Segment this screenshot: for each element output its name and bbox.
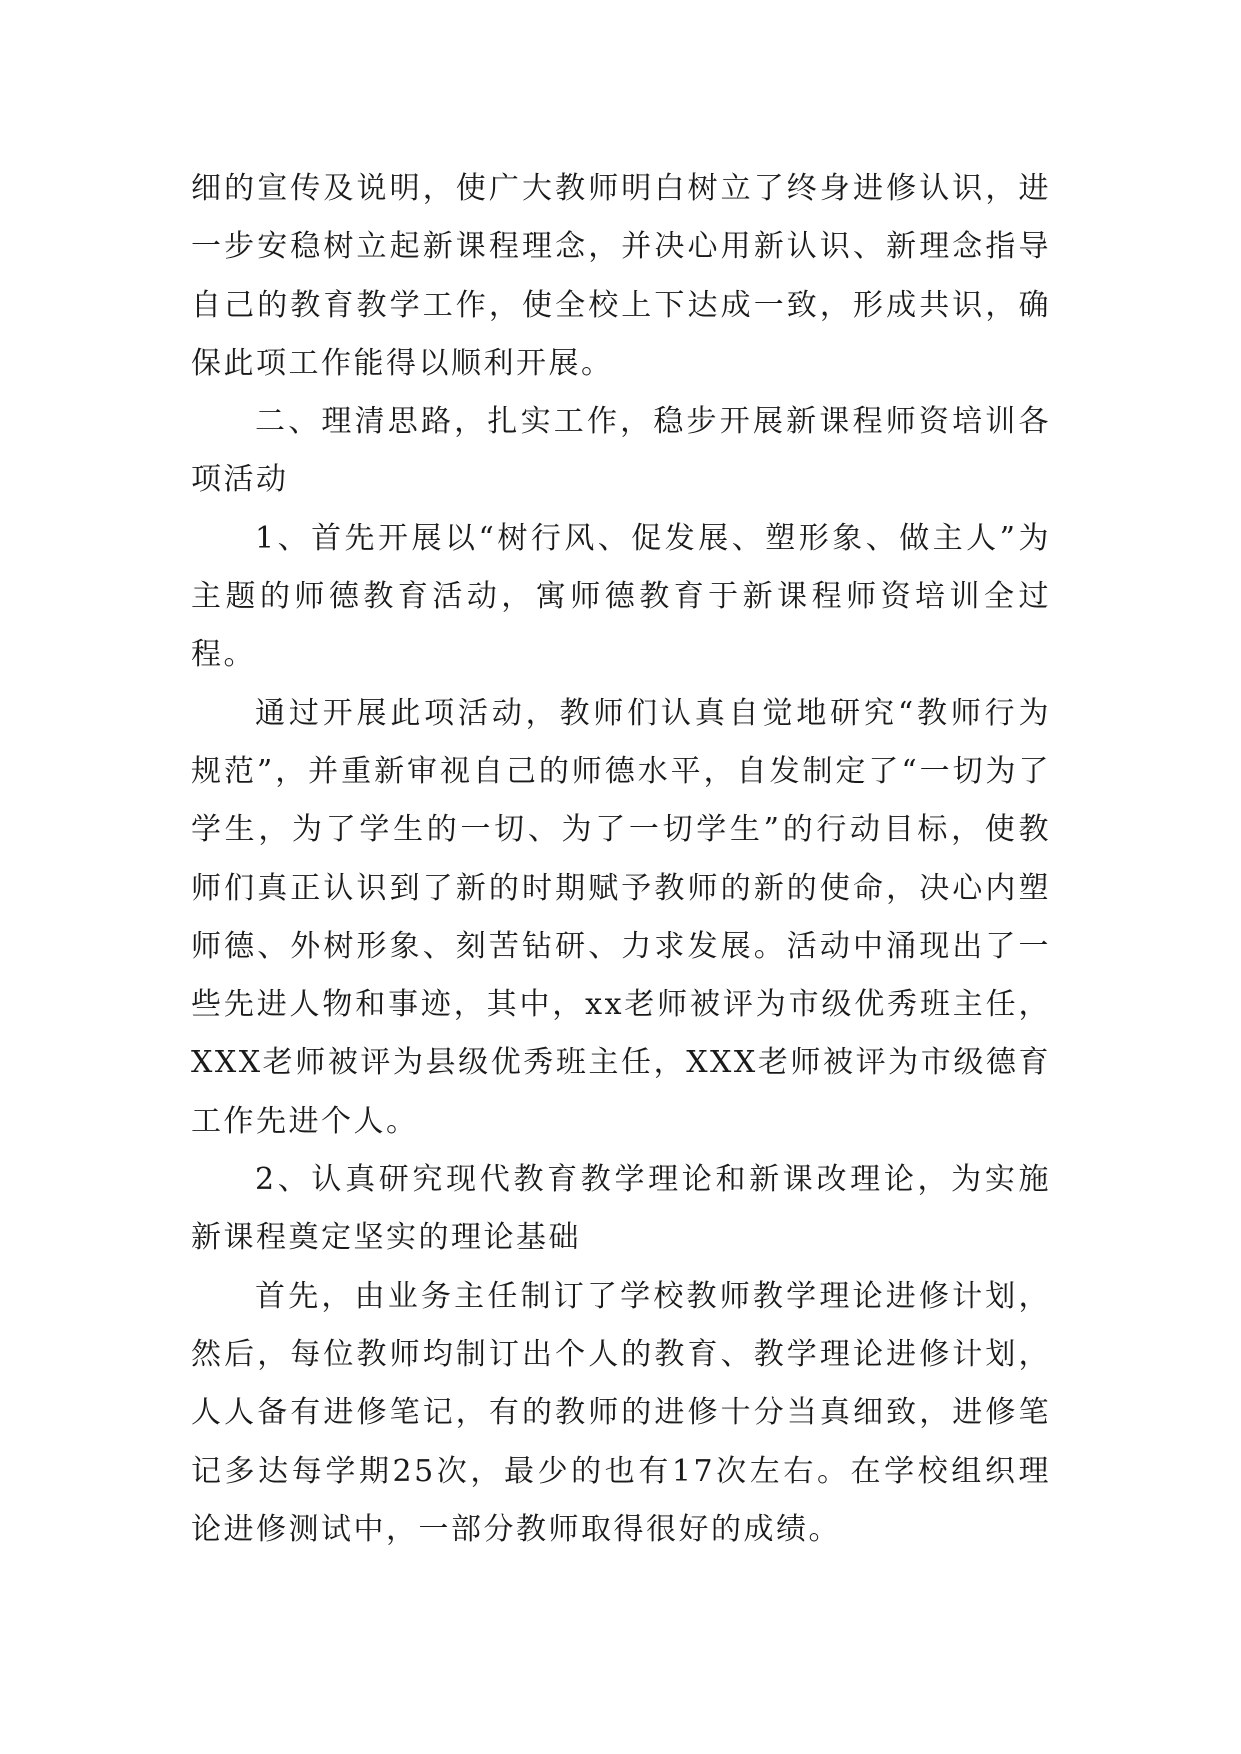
- paragraph-continuation: 细的宣传及说明，使广大教师明白树立了终身进修认识，进一步安稳树立起新课程理念，并决心用新认识、新理念指导自己的教育教学工作，使全校上下达成一致，形成共识，确保此项工作能得以顺利开展。: [191, 171, 1051, 381]
- paragraph-activity-results: 通过开展此项活动，教师们认真自觉地研究“教师行为规范”，并重新审视自己的师德水平，自发制定了“一切为了学生，为了学生的一切、为了一切学生”的行动目标，使教师们真正认识到了新的时期赋予教师的新的使命，决心内塑师德、外树形象、刻苦钻研、力求发展。活动中涌现出了一些先进人物和事迹，其中，xx老师被评为市级优秀班主任，XXX老师被评为县级优秀班主任，XXX老师被评为市级德育工作先进个人。: [191, 695, 1051, 1139]
- paragraph-study-plan: 首先，由业务主任制订了学校教师教学理论进修计划，然后，每位教师均制订出个人的教育、教学理论进修计划，人人备有进修笔记，有的教师的进修十分当真细致，进修笔记多达每学期25次，最少的也有17次左右。在学校组织理论进修测试中，一部分教师取得很好的成绩。: [191, 1278, 1051, 1547]
- item-two-heading: 2、认真研究现代教育教学理论和新课改理论，为实施新课程奠定坚实的理论基础: [191, 1162, 1051, 1256]
- item-one-heading: 1、首先开展以“树行风、促发展、塑形象、做主人”为主题的师德教育活动，寓师德教育于新课程师资培训全过程。: [191, 520, 1051, 673]
- section-heading-two: 二、理清思路，扎实工作，稳步开展新课程师资培训各项活动: [191, 404, 1051, 498]
- document-body: [191, 160, 1051, 1559]
